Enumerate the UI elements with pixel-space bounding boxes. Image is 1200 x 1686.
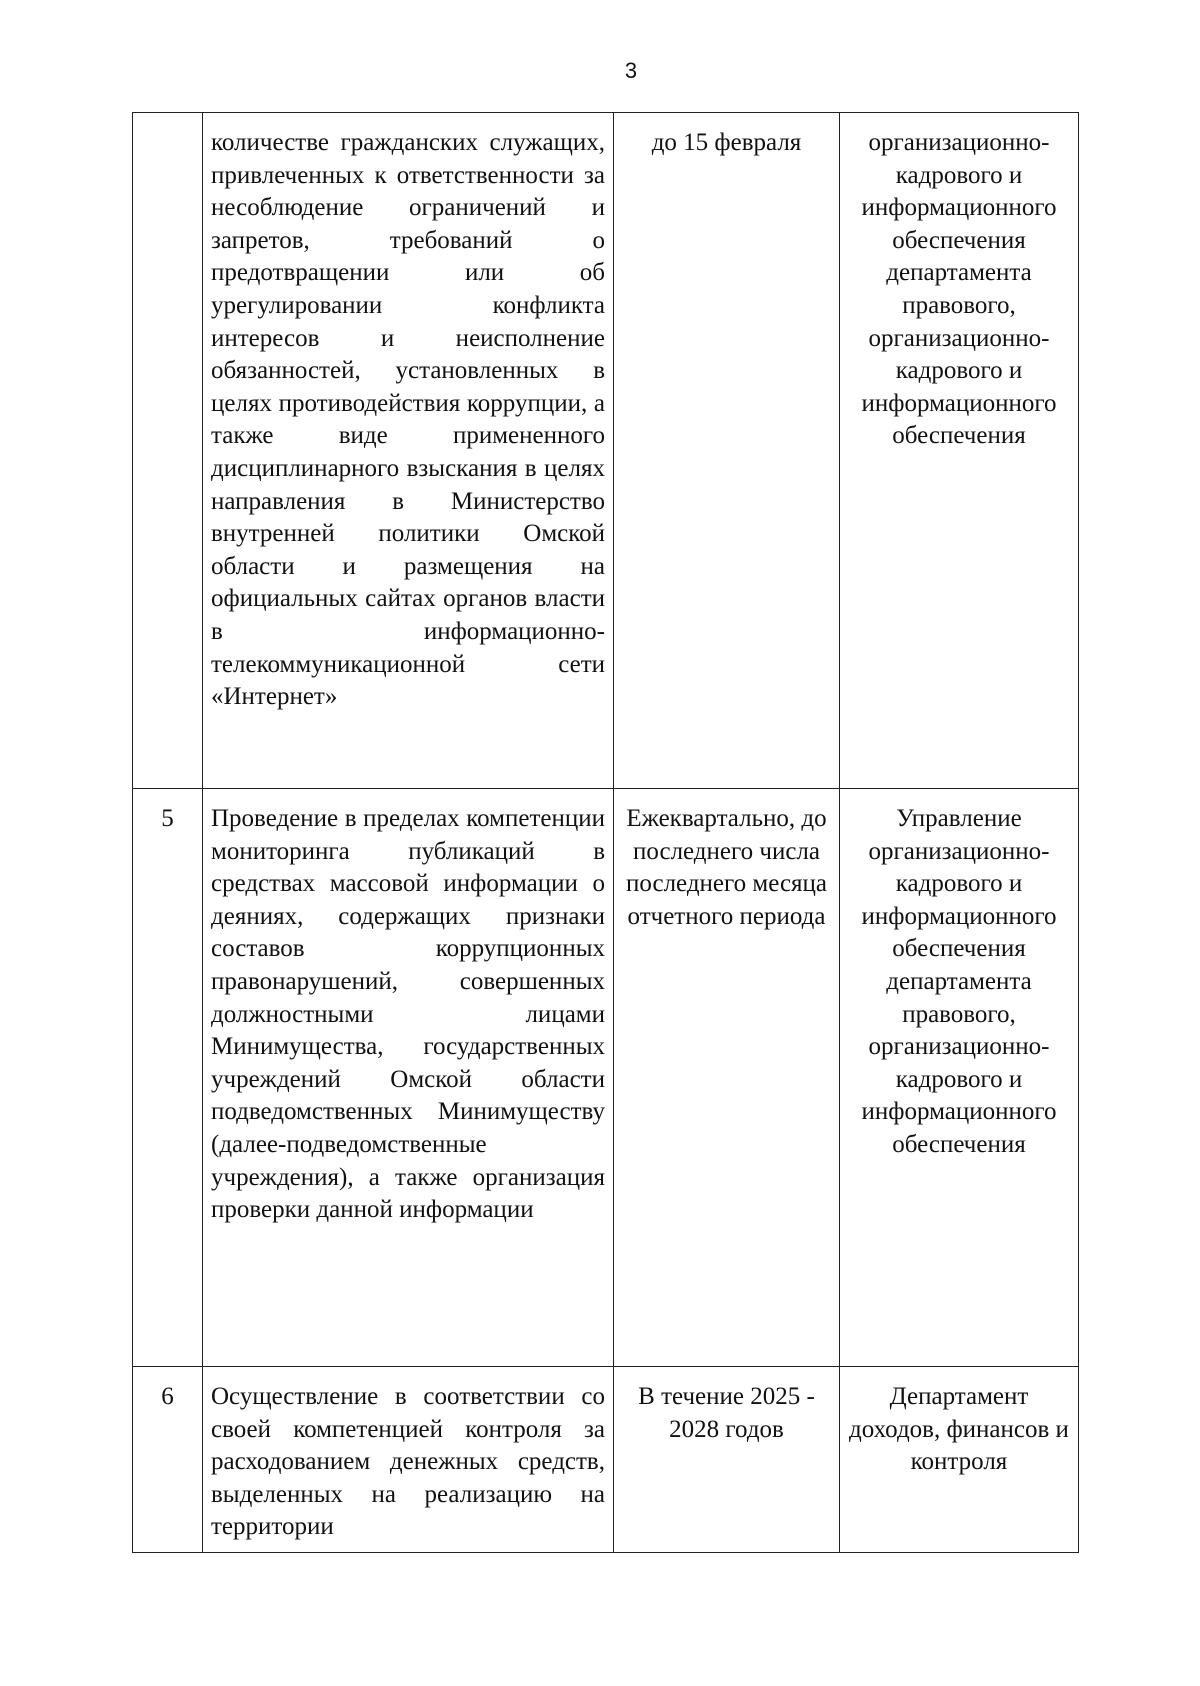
measure-deadline: до 15 февраля (614, 113, 840, 789)
measure-description: количестве гражданских служащих, привлеченных к ответственности за несоблюдение ограничений и запретов, требований о предотвращении или об урегулировании конфликта интересов и неисполнение обязанностей, установленных в целях противодействия коррупции, а также виде примененного дисциплинарного взыскания в целях направления в Министерство внутренней политики Омской области и размещения на официальных сайтах органов власти в информационно-телекоммуникационной сети «Интернет» (203, 113, 614, 789)
row-number: 5 (133, 789, 203, 1367)
measure-description: Осуществление в соответствии со своей компетенцией контроля за расходованием денежных средств, выделенных на реализацию на территории (203, 1367, 614, 1553)
measures-table (132, 112, 1079, 1553)
measure-deadline: Ежеквартально, до последнего числа последнего месяца отчетного периода (614, 789, 840, 1367)
table-row (133, 789, 1079, 1367)
page-number: 3 (624, 58, 638, 83)
row-number: 6 (133, 1367, 203, 1553)
measure-description: Проведение в пределах компетенции мониторинга публикаций в средствах массовой информации о деяниях, содержащих признаки составов коррупционных правонарушений, совершенных должностными лицами Минимущества, государственных учреждений Омской области подведомственных Минимуществу (далее-подведомственные учреждения), а также организация проверки данной информации (203, 789, 614, 1367)
table-row (133, 1367, 1079, 1553)
measure-deadline: В течение 2025 - 2028 годов (614, 1367, 840, 1553)
measure-responsible: Управление организационно-кадрового и информационного обеспечения департамента правового, организационно-кадрового и информационного обеспечения (840, 789, 1079, 1367)
measure-responsible: организационно-кадрового и информационного обеспечения департамента правового, организационно-кадрового и информационного обеспечения (840, 113, 1079, 789)
table-row (133, 113, 1079, 789)
measure-responsible: Департамент доходов, финансов и контроля (840, 1367, 1079, 1553)
row-number (133, 113, 203, 789)
